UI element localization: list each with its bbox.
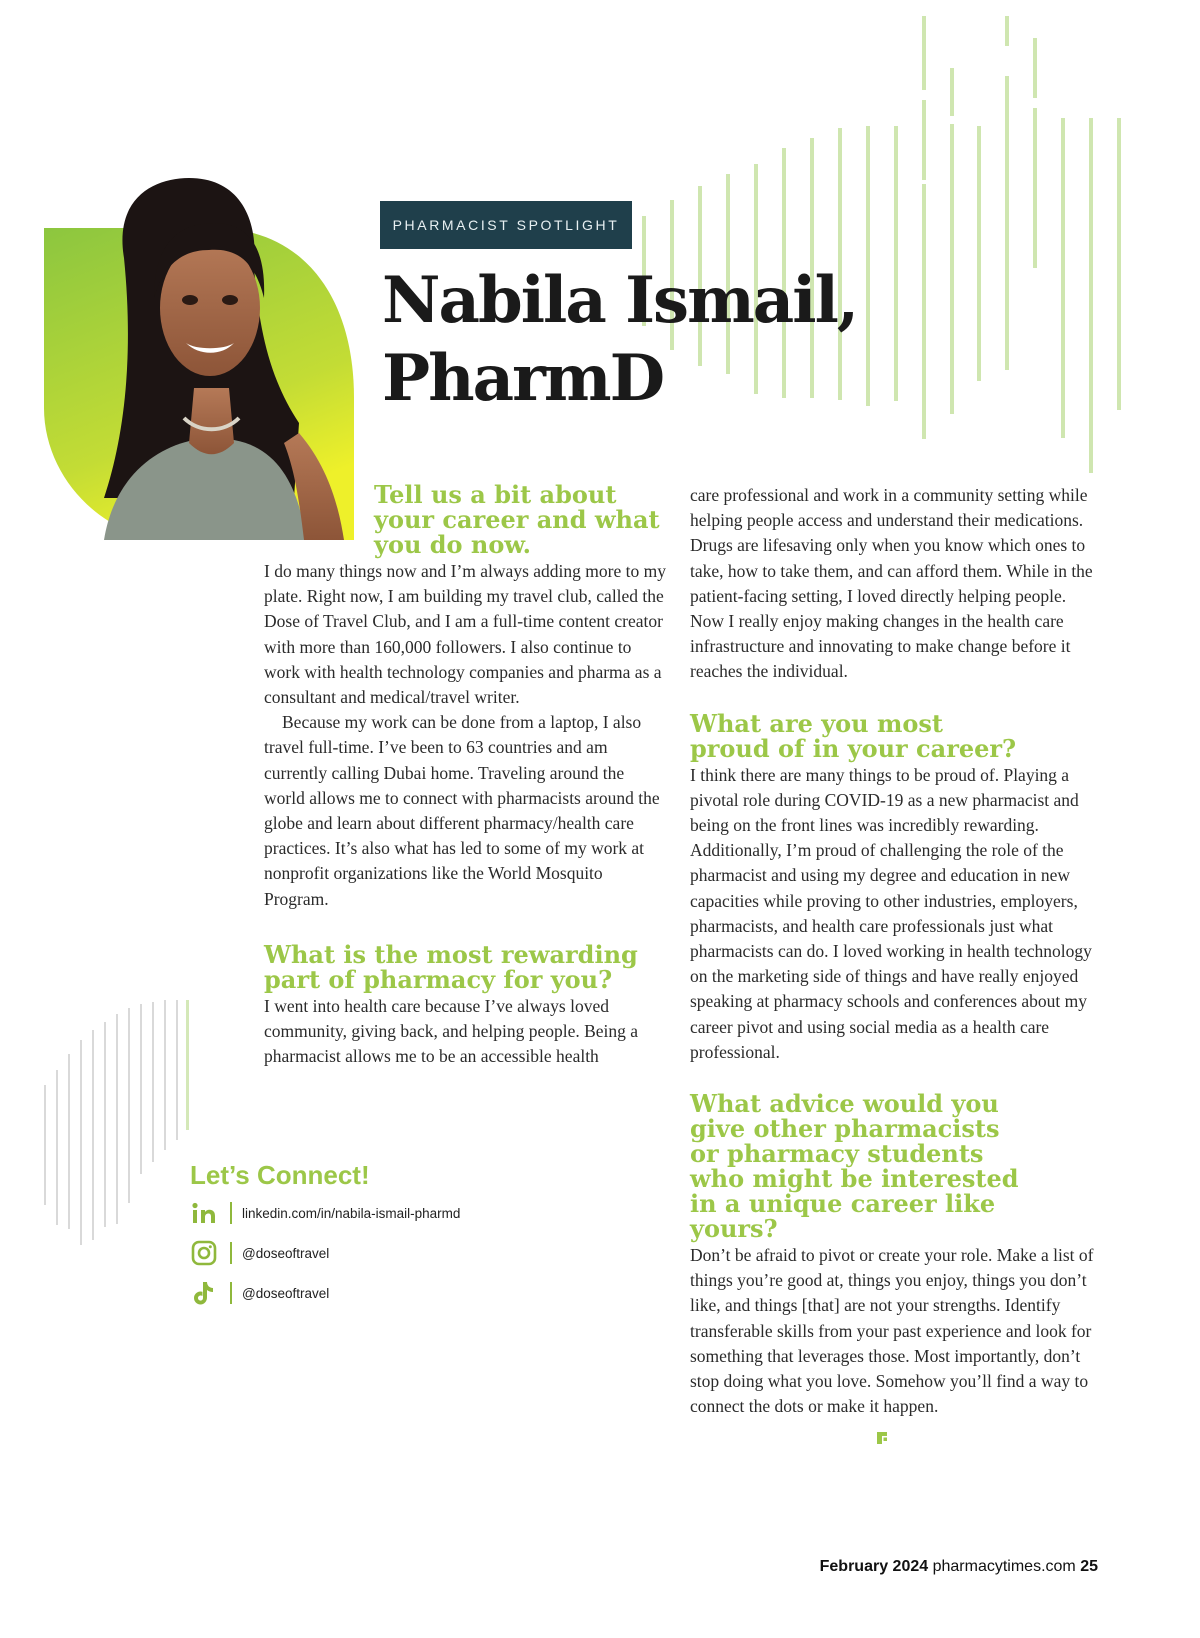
- tiktok-icon: [190, 1279, 218, 1307]
- linkedin-icon: [190, 1199, 218, 1227]
- footer-site: pharmacytimes.com: [932, 1558, 1076, 1575]
- footer-date: February 2024: [819, 1558, 929, 1575]
- page-title: [382, 262, 857, 418]
- instagram-icon: [190, 1239, 218, 1267]
- page-footer: [820, 1558, 1098, 1576]
- answer-paragraph: I do many things now and I’m always adding more to my plate. Right now, I am building my travel club, called the Dose of Travel Club, and I am a full-time content creator with more than 160,000 followers. I also continue to work with health technology companies and pharma as a consultant and medical/travel writer.: [264, 561, 666, 708]
- answer-paragraph: I think there are many things to be proud of. Playing a pivotal role during COVID-19 as a new pharmacist and being on the front lines was incredibly rewarding. Additionally, I’m proud of challenging the role of the pharmacist and using my degree and education in new capacities while proving to other industries, employers, pharmacists, and health care professionals just what pharmacists can do. I loved working in health technology on the marketing side of things and have really enjoyed speaking at pharmacy schools and conferences about my career pivot and using social media as a health care professional.: [690, 764, 1092, 1062]
- question-heading: What advice would you give other pharmacists or pharmacy students who might be interested in a unique career like yours?: [690, 1089, 1019, 1244]
- connect-title: Let’s Connect!: [190, 1160, 370, 1190]
- section-badge: PHARMACIST SPOTLIGHT: [380, 201, 632, 249]
- answer-paragraph: I went into health care because I’ve always loved community, giving back, and helping people. Being a pharmacist allows me to be an accessible health: [264, 995, 639, 1067]
- question-heading: Tell us a bit about your career and what you do now.: [374, 480, 660, 559]
- social-link-text: @doseoftravel: [242, 1245, 330, 1261]
- title-line-1: Nabila Ismail,: [382, 263, 858, 338]
- page-number: 25: [1080, 1558, 1098, 1575]
- social-link-text: linkedin.com/in/nabila-ismail-pharmd: [242, 1205, 461, 1221]
- right-column: [690, 483, 1094, 1419]
- question-heading: What is the most rewarding part of pharmacy for you?: [264, 939, 638, 994]
- answer-paragraph: care professional and work in a community setting while helping people access and understand their medications. Drugs are lifesaving only when you know which ones to take, how to take them, and can afford them. While in the patient-facing setting, I loved directly helping people. Now I really enjoy making changes in the health care infrastructure and innovating to make change before it reaches the individual.: [690, 485, 1093, 682]
- social-link-instagram[interactable]: [190, 1239, 329, 1267]
- left-column: [264, 482, 668, 1069]
- end-mark-icon: [876, 1431, 888, 1450]
- social-link-tiktok[interactable]: [190, 1279, 329, 1307]
- answer-paragraph: Because my work can be done from a laptop, I also travel full-time. I’ve been to 63 countries and am currently calling Dubai home. Traveling around the world allows me to connect with pharmacists around the globe and learn about different pharmacy/health care practices. It’s also what has led to some of my work at nonprofit organizations like the World Mosquito Program.: [264, 712, 660, 909]
- social-link-linkedin[interactable]: [190, 1199, 460, 1227]
- social-link-text: @doseoftravel: [242, 1285, 330, 1301]
- answer-paragraph: Don’t be afraid to pivot or create your role. Make a list of things you’re good at, things you enjoy, things you don’t like, and things [that] are not your strengths. Identify transferable skills from your past experience and look for something that leverages those. Most importantly, don’t stop doing what you love. Somehow you’ll find a way to connect the dots or make it happen.: [690, 1245, 1094, 1417]
- title-line-2: PharmD: [382, 341, 664, 416]
- question-heading: What are you most proud of in your career?: [690, 708, 1017, 763]
